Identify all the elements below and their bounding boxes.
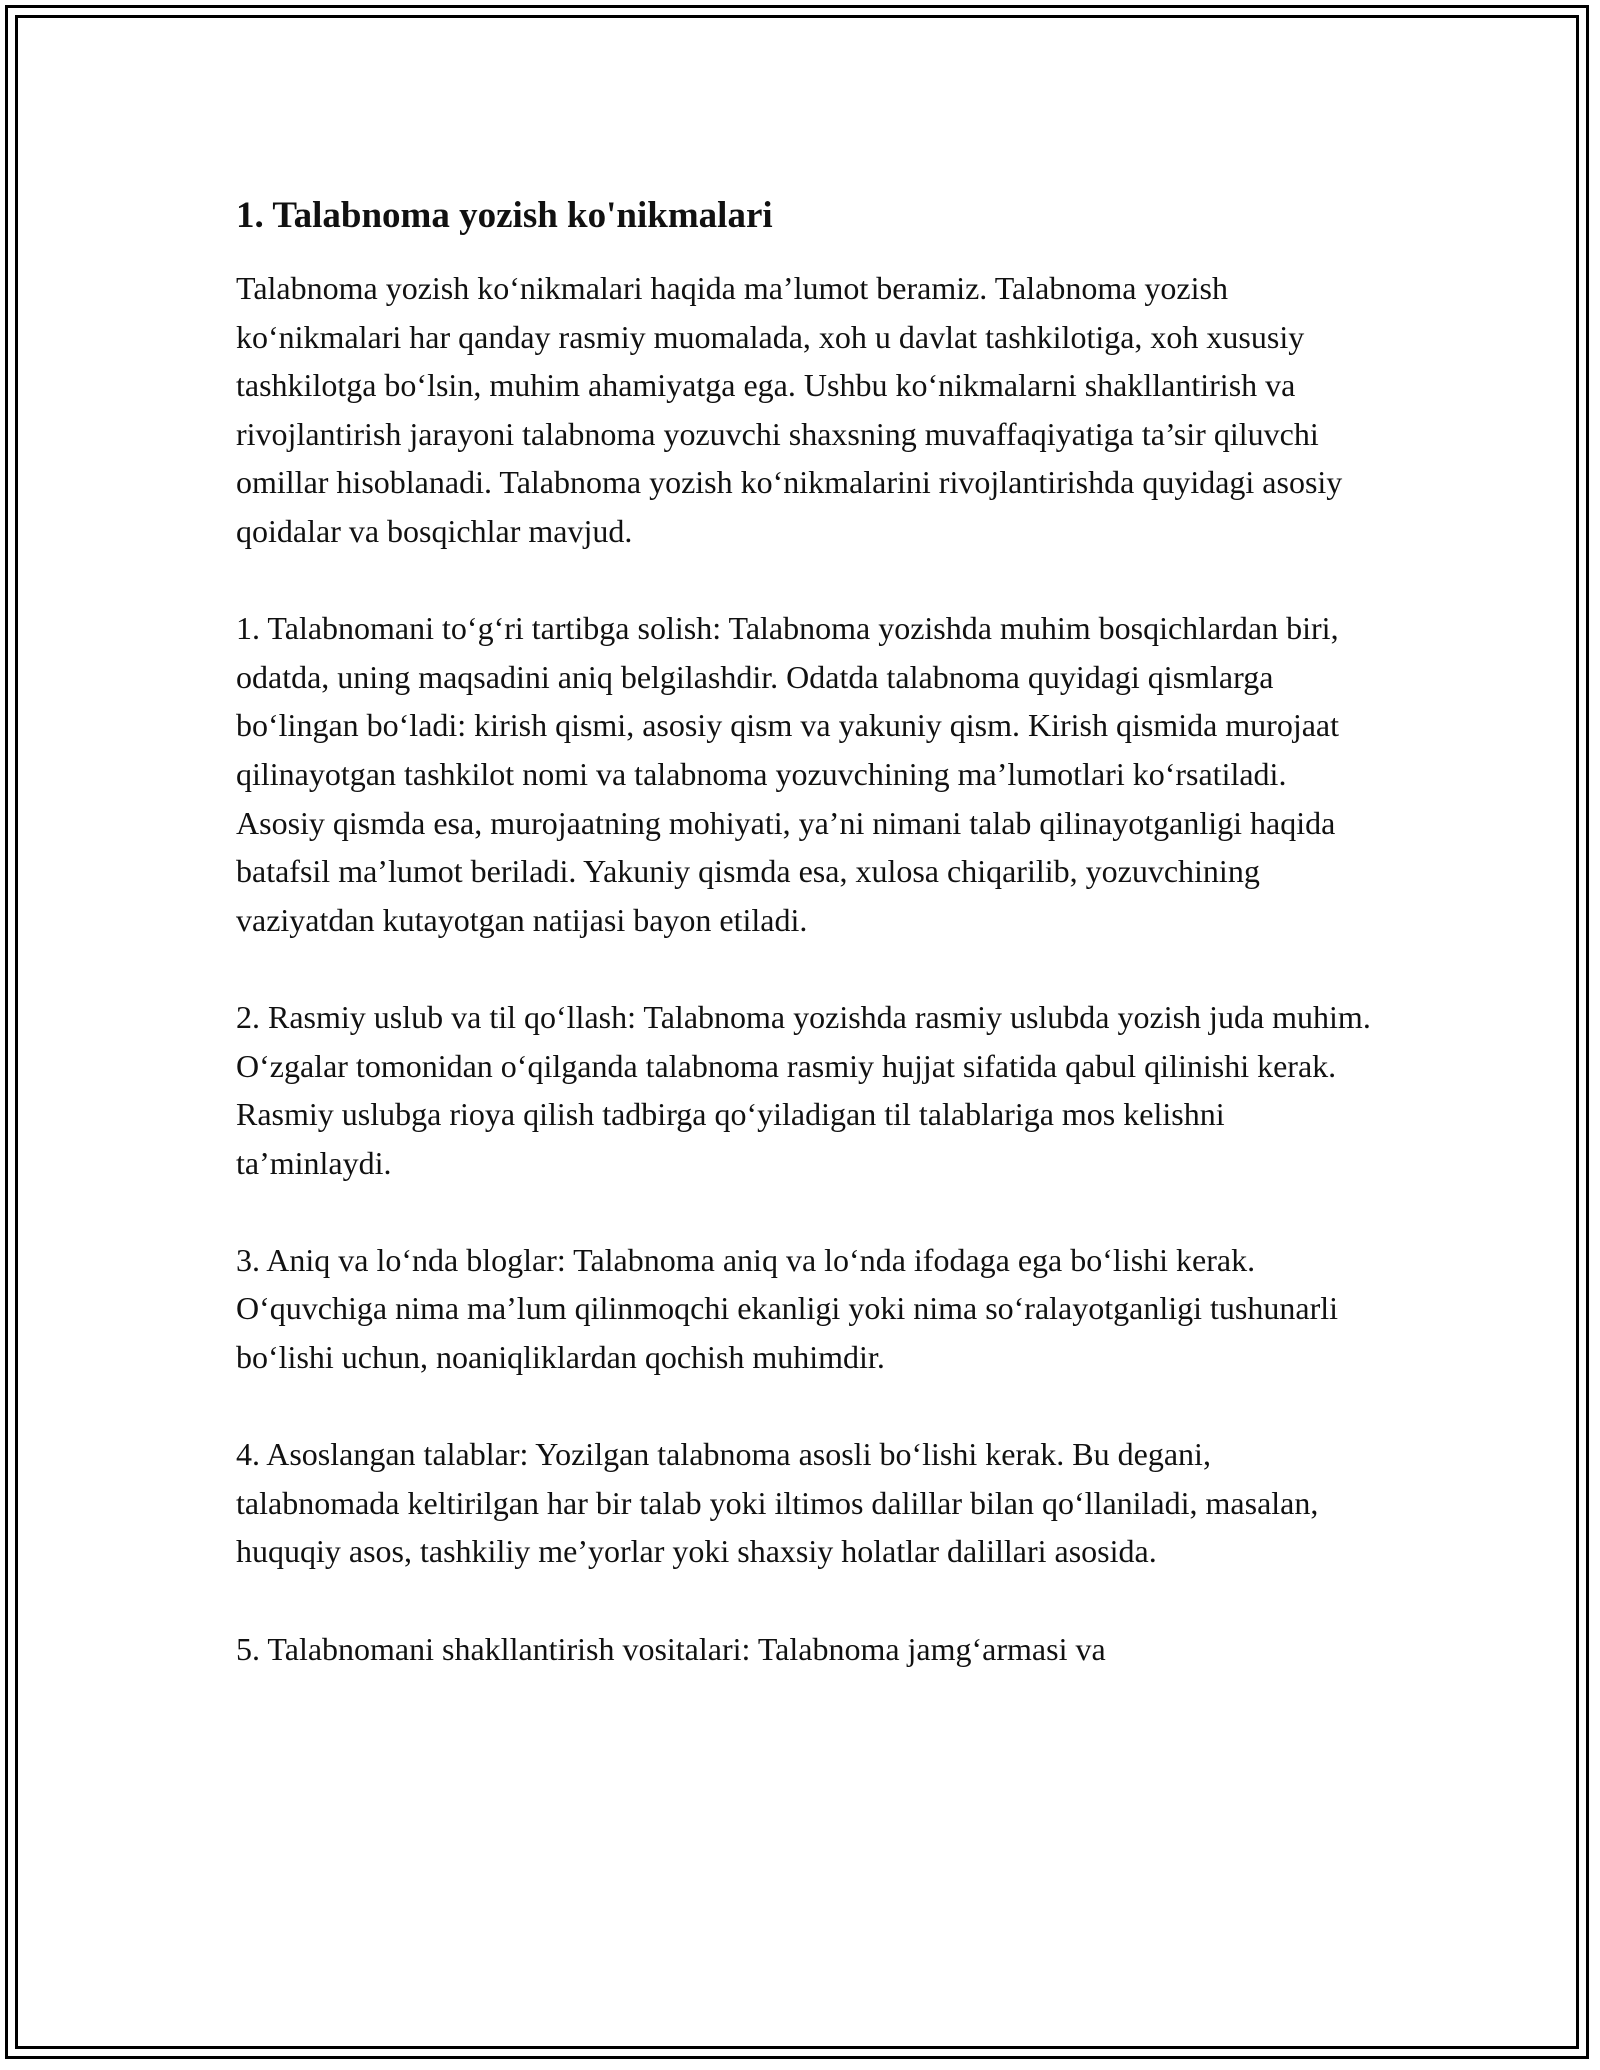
intro-paragraph: Talabnoma yozish ko‘nikmalari haqida ma’lumot beramiz. Talabnoma yozish ko‘nikmalari har qanday rasmiy muomalada, xoh u davlat tashkilotiga, xoh xususiy tashkilotga bo‘lsin, muhim ahamiyatga ega. Ushbu ko‘nikmalarni shakllantirish va rivojlantirish jarayoni talabnoma yozuvchi shaxsning muvaffaqiyatiga ta’sir qiluvchi omillar hisoblanadi. Talabnoma yozish ko‘nikmalarini rivojlantirishda quyidagi asosiy qoidalar va bosqichlar mavjud. (236, 270, 1343, 549)
list-item-2: 2. Rasmiy uslub va til qo‘llash: Talabnoma yozishda rasmiy uslubda yozish juda muhim. O‘zgalar tomonidan o‘qilganda talabnoma rasmiy hujjat sifatida qabul qilinishi kerak. Rasmiy uslubga rioya qilish tadbirga qo‘yiladigan til talablariga mos kelishni ta’minlaydi. (236, 998, 1371, 1181)
document-title: 1. Talabnoma yozish ko'nikmalari (236, 195, 773, 236)
list-item-3: 3. Aniq va lo‘nda bloglar: Talabnoma aniq va lo‘nda ifodaga ega bo‘lishi kerak. O‘quvchiga nima ma’lum qilinmoqchi ekanligi yoki nima so‘ralayotganligi tushunarli bo‘lishi uchun, noaniqliklardan qochish muhimdir. (236, 1241, 1338, 1376)
document-body (236, 182, 1376, 1673)
list-item-4: 4. Asoslangan talablar: Yozilgan talabnoma asosli bo‘lishi kerak. Bu degani, talabnomada keltirilgan har bir talab yoki iltimos dalillar bilan qo‘llaniladi, masalan, huquqiy asos, tashkiliy me’yorlar yoki shaxsiy holatlar dalillari asosida. (236, 1436, 1319, 1570)
list-item-1: 1. Talabnomani to‘g‘ri tartibga solish: Talabnoma yozishda muhim bosqichlardan biri, odatda, uning maqsadini aniq belgilashdir. Odatda talabnoma quyidagi qismlarga bo‘lingan bo‘ladi: kirish qismi, asosiy qism va yakuniy qism. Kirish qismida murojaat qilinayotgan tashkilot nomi va talabnoma yozuvchining ma’lumotlari ko‘rsatiladi. Asosiy qismda esa, murojaatning mohiyati, ya’ni nimani talab qilinayotganligi haqida batafsil ma’lumot beriladi. Yakuniy qismda esa, xulosa chiqarilib, yozuvchining vaziyatdan kutayotgan natijasi bayon etiladi. (236, 610, 1340, 938)
list-item-5: 5. Talabnomani shakllantirish vositalari: Talabnoma jamg‘armasi va (236, 1630, 1106, 1667)
